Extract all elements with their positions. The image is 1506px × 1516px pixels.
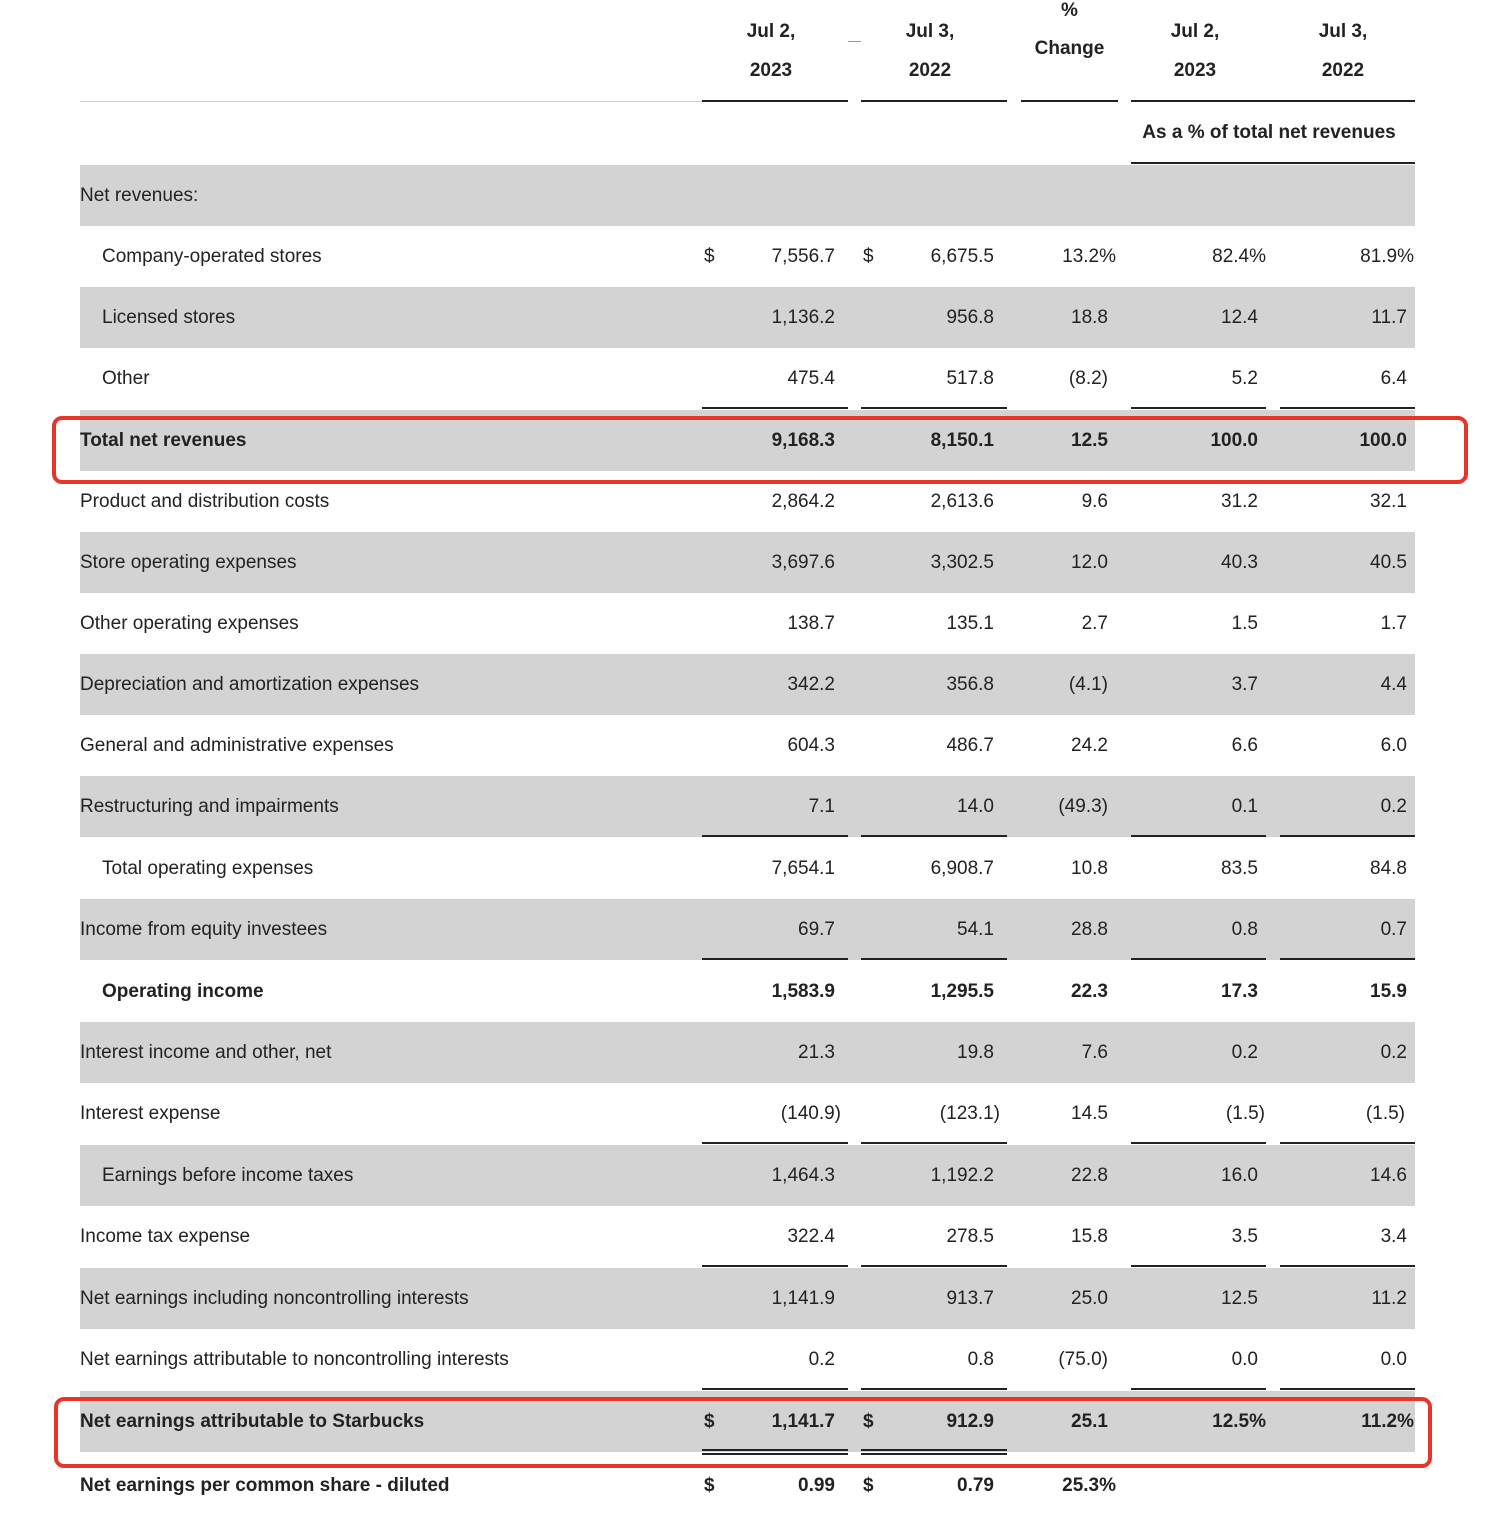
cell-2023: 69.7 [798,919,835,940]
cell-change: (49.3) [1058,796,1108,817]
cell-2023: 1,141.9 [771,1288,835,1309]
cell-change: 15.8 [1071,1226,1108,1247]
table-row [80,654,1415,715]
table-row [80,1268,1415,1329]
cell-2022: 913.7 [946,1288,994,1309]
cell-change: 13.2% [1062,246,1116,267]
cell-2023: 138.7 [787,613,835,634]
table-row [80,715,1415,776]
cell-2022: 3,302.5 [930,552,994,573]
cell-2022: 356.8 [946,674,994,695]
cell-change: 12.5 [1071,430,1108,451]
header-col4-line1: Jul 2, [1170,21,1220,42]
subtotal-rule [1131,407,1266,409]
cell-pct-2023: 12.5% [1212,1411,1266,1432]
cell-2022: 0.8 [967,1349,994,1370]
cell-pct-2022: 11.7 [1371,307,1407,328]
cell-2022: 6,908.7 [930,858,994,879]
subtotal-rule [702,407,848,409]
subtotal-rule [1280,1142,1415,1144]
cell-pct-2022: 6.4 [1380,368,1407,389]
subtotal-rule [1280,958,1415,960]
table-row [80,593,1415,654]
table-row [80,226,1415,287]
cell-pct-2023: 0.0 [1231,1349,1258,1370]
cell-pct-2023: 1.5 [1231,613,1258,634]
subtotal-rule [702,1388,848,1390]
table-row [80,899,1415,960]
subtotal-rule [861,1388,1007,1390]
cell-2023: 1,583.9 [771,981,835,1002]
cell-2022: 6,675.5 [930,246,994,267]
cell-2022: 2,613.6 [930,491,994,512]
header-col4-line2: 2023 [1173,60,1217,81]
subtotal-rule [702,1142,848,1144]
cell-2022: 517.8 [946,368,994,389]
cell-pct-2023: 0.2 [1231,1042,1258,1063]
cell-2022: 54.1 [957,919,994,940]
table-row [80,165,1415,226]
cell-change: 2.7 [1081,613,1108,634]
cell-pct-2022: 84.8 [1370,858,1407,879]
cell-2022: 486.7 [946,735,994,756]
row-label: Net earnings attributable to Starbucks [80,1411,425,1432]
cell-pct-2022: 0.0 [1380,1349,1407,1370]
cell-pct-2023: 83.5 [1221,858,1258,879]
subtotal-rule [1131,958,1266,960]
header-rule-col2 [861,100,1007,102]
cell-2022: 912.9 [946,1411,994,1432]
row-label: Licensed stores [102,307,236,328]
header-col2-line1: Jul 3, [905,21,955,42]
cell-pct-2022: 4.4 [1380,674,1407,695]
cell-change: 22.8 [1071,1165,1108,1186]
cell-2023: 9,168.3 [771,430,835,451]
row-label: Other [102,368,150,389]
cell-pct-2023: 6.6 [1231,735,1258,756]
header-dash [848,41,861,42]
row-label: Store operating expenses [80,552,297,573]
cell-2023: 1,464.3 [771,1165,835,1186]
subtotal-rule [1280,407,1415,409]
cell-pct-2022: 32.1 [1370,491,1407,512]
cell-change: 22.3 [1071,981,1108,1002]
dollar-sign: $ [863,1475,874,1496]
subtotal-rule [861,835,1007,837]
cell-2023: 3,697.6 [771,552,835,573]
header-rule-col1 [702,100,848,102]
subtotal-rule [861,958,1007,960]
cell-pct-2022: 40.5 [1370,552,1407,573]
cell-pct-2023: 82.4% [1212,246,1266,267]
table-row [80,532,1415,593]
cell-change: (8.2) [1068,368,1108,389]
cell-2022: (123.1) [939,1103,1000,1124]
subtotal-rule [1280,835,1415,837]
row-label: Earnings before income taxes [102,1165,354,1186]
dollar-sign: $ [704,246,715,267]
cell-pct-2022: 1.7 [1380,613,1407,634]
table-row [80,1329,1415,1390]
cell-pct-2023: (1.5) [1225,1103,1265,1124]
cell-2023: 604.3 [787,735,835,756]
cell-change: 7.6 [1081,1042,1108,1063]
header-col3-line1: % [1061,0,1078,21]
row-label: Total net revenues [80,430,247,451]
highlight-net-earnings-starbucks [54,1397,1432,1468]
cell-pct-2022: 81.9% [1360,246,1414,267]
cell-2023: 7,654.1 [771,858,835,879]
cell-2023: 7,556.7 [771,246,835,267]
table-row [80,961,1415,1022]
table-row [80,1022,1415,1083]
subtotal-rule [702,958,848,960]
cell-pct-2023: 17.3 [1221,981,1258,1002]
dollar-sign: $ [863,246,874,267]
header-rule-col3 [1021,100,1118,102]
cell-2022: 1,295.5 [930,981,994,1002]
header-col1-line1: Jul 2, [746,21,796,42]
subtotal-rule [1280,1388,1415,1390]
cell-change: (4.1) [1068,674,1108,695]
cell-pct-2022: 0.2 [1380,796,1407,817]
cell-2023: 2,864.2 [771,491,835,512]
cell-change: 25.1 [1071,1411,1108,1432]
row-label: Income from equity investees [80,919,328,940]
header-rule-col4 [1131,100,1415,102]
cell-2022: 8,150.1 [930,430,994,451]
cell-2022: 278.5 [946,1226,994,1247]
cell-pct-2023: 12.4 [1221,307,1258,328]
subtotal-rule [861,1142,1007,1144]
cell-2023: 1,141.7 [771,1411,835,1432]
cell-change: 10.8 [1071,858,1108,879]
cell-change: (75.0) [1058,1349,1108,1370]
cell-pct-2022: 6.0 [1380,735,1407,756]
table-row [80,838,1415,899]
cell-pct-2023: 0.1 [1231,796,1258,817]
cell-change: 18.8 [1071,307,1108,328]
cell-pct-2023: 12.5 [1221,1288,1258,1309]
table-row [80,287,1415,348]
cell-change: 24.2 [1071,735,1108,756]
cell-pct-2023: 0.8 [1231,919,1258,940]
row-label: Net revenues: [80,185,199,206]
row-label: Restructuring and impairments [80,796,339,817]
cell-2023: 7.1 [808,796,835,817]
cell-2022: 1,192.2 [930,1165,994,1186]
subtotal-rule [861,1265,1007,1267]
cell-pct-2023: 40.3 [1221,552,1258,573]
row-label: Total operating expenses [102,858,314,879]
cell-pct-2022: 0.2 [1380,1042,1407,1063]
row-label: Net earnings attributable to noncontrolling interests [80,1349,509,1370]
header-divider [80,101,702,102]
cell-pct-2022: 11.2% [1361,1411,1414,1432]
header-col3-line2: Change [1034,38,1105,59]
cell-change: 12.0 [1071,552,1108,573]
cell-change: 25.0 [1071,1288,1108,1309]
cell-2023: 322.4 [787,1226,835,1247]
row-label: Operating income [102,981,264,1002]
row-label: Net earnings including noncontrolling interests [80,1288,469,1309]
subtotal-rule [702,835,848,837]
row-label: Product and distribution costs [80,491,330,512]
dollar-sign: $ [863,1411,874,1432]
row-label: Company-operated stores [102,246,322,267]
header-col2-line2: 2022 [908,60,952,81]
cell-2023: 342.2 [787,674,835,695]
row-label: Depreciation and amortization expenses [80,674,420,695]
cell-2023: (140.9) [780,1103,841,1124]
cell-pct-2022: 100.0 [1359,430,1407,451]
cell-2023: 475.4 [787,368,835,389]
cell-change: 14.5 [1071,1103,1108,1124]
cell-pct-2022: (1.5) [1365,1103,1405,1124]
row-label: Interest income and other, net [80,1042,332,1063]
cell-2023: 0.2 [808,1349,835,1370]
cell-pct-2023: 100.0 [1210,430,1258,451]
pct-header-rule [1131,162,1415,164]
cell-pct-2023: 5.2 [1231,368,1258,389]
header-col5-line1: Jul 3, [1318,21,1368,42]
row-label: Income tax expense [80,1226,251,1247]
cell-2022: 135.1 [946,613,994,634]
header-col5-line2: 2022 [1321,60,1365,81]
cell-pct-2023: 3.7 [1231,674,1258,695]
table-row [80,1206,1415,1267]
cell-change: 9.6 [1081,491,1108,512]
cell-change: 28.8 [1071,919,1108,940]
table-row [80,348,1415,409]
subtotal-rule [702,1265,848,1267]
dollar-sign: $ [704,1475,715,1496]
row-label: Net earnings per common share - diluted [80,1475,450,1496]
cell-2022: 14.0 [957,796,994,817]
cell-pct-2022: 11.2 [1371,1288,1407,1309]
table-row [80,776,1415,837]
table-row [80,1083,1415,1144]
header-col1-line2: 2023 [749,60,793,81]
cell-2023: 0.99 [798,1475,835,1496]
subtotal-rule [1131,1388,1266,1390]
pct-of-revenue-header: As a % of total net revenues [1142,122,1396,143]
cell-2022: 0.79 [957,1475,994,1496]
subtotal-rule [1131,835,1266,837]
cell-2023: 21.3 [798,1042,835,1063]
table-row [80,1145,1415,1206]
cell-pct-2022: 3.4 [1380,1226,1407,1247]
cell-pct-2022: 0.7 [1380,919,1407,940]
cell-change: 25.3% [1062,1475,1116,1496]
cell-pct-2022: 15.9 [1370,981,1407,1002]
subtotal-rule [1131,1265,1266,1267]
highlight-total-net-revenues [52,416,1468,484]
row-label: Interest expense [80,1103,221,1124]
cell-pct-2023: 31.2 [1221,491,1258,512]
cell-2022: 956.8 [946,307,994,328]
subtotal-rule [1280,1265,1415,1267]
cell-pct-2022: 14.6 [1370,1165,1407,1186]
subtotal-rule [1131,1142,1266,1144]
cell-2023: 1,136.2 [771,307,835,328]
cell-pct-2023: 3.5 [1231,1226,1258,1247]
row-label: General and administrative expenses [80,735,394,756]
row-label: Other operating expenses [80,613,299,634]
cell-pct-2023: 16.0 [1221,1165,1258,1186]
subtotal-rule [861,407,1007,409]
dollar-sign: $ [704,1411,715,1432]
cell-2022: 19.8 [957,1042,994,1063]
